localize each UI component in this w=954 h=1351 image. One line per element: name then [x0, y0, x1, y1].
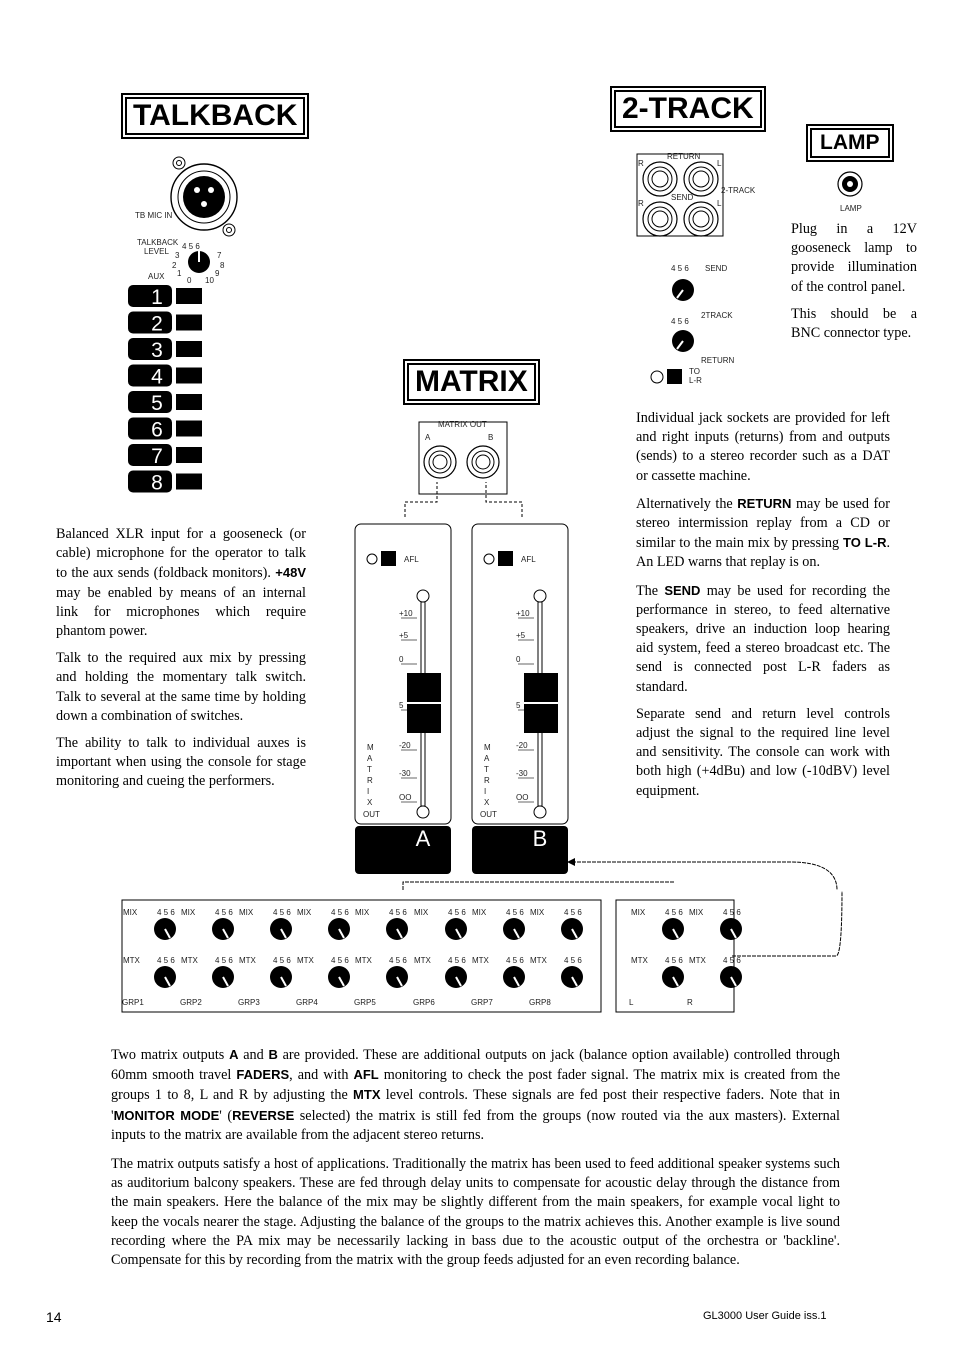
two-track-panel-diagram: [635, 152, 755, 387]
svg-text:4 5 6: 4 5 6: [723, 908, 741, 917]
return-l-jack[interactable]: [684, 162, 718, 196]
svg-text:MIX: MIX: [239, 908, 254, 917]
svg-text:4 5 6: 4 5 6: [506, 956, 524, 965]
matrix-vertical-label: R: [367, 776, 373, 785]
aux-talk-button-1[interactable]: [128, 285, 202, 309]
afl-button-b[interactable]: [498, 551, 513, 566]
matrix-vertical-label: A: [367, 754, 373, 763]
svg-text:4 5 6: 4 5 6: [506, 908, 524, 917]
matrix-fader-cap-b[interactable]: [524, 673, 558, 733]
aux-button-label: 4: [151, 365, 163, 389]
matrix-vertical-label: A: [484, 754, 490, 763]
svg-text:4 5 6: 4 5 6: [157, 908, 175, 917]
two-track-text-p2: Alternatively the RETURN may be used for stereo intermission replay from a CD or similar to the main mix by pressing TO L-R. An LED warns that replay is on.: [636, 495, 891, 571]
lamp-heading: LAMP: [806, 124, 894, 162]
mix-knob-r[interactable]: [689, 908, 742, 940]
talkback-text-p2: Talk to the required aux mix by pressing and holding the momentary talk switch. Talk to several at the same time by holding down a combination of switches.: [56, 650, 306, 724]
fader-scale-label: -30: [399, 769, 411, 778]
fader-scale-label: 5: [399, 701, 404, 710]
aux-talk-button-8[interactable]: [128, 471, 202, 495]
matrix-out-label: MATRIX OUT: [438, 420, 487, 429]
svg-text:MIX: MIX: [689, 908, 704, 917]
svg-text:4 5 6: 4 5 6: [157, 956, 175, 965]
fader-scale-label: OO: [399, 793, 412, 802]
guide-title: GL3000 User Guide iss.1: [703, 1310, 827, 1322]
svg-text:4 5 6: 4 5 6: [331, 956, 349, 965]
two-track-side-label: 2-TRACK: [721, 186, 756, 195]
matrix-text-p1: Two matrix outputs A and B are provided. These are additional outputs on jack (balance option available) controlled through 60mm smooth travel FADERS, and with AFL monitoring to check the post fader signal. The matrix mix is created from the groups 1 to 8, L and R by adjusting the MTX level controls. These signals are fed post their respective faders. Note that in 'MONITOR MODE' (REVERSE selected) the matrix is still fed from the groups (now routed via the aux masters). External inputs to the matrix are available from the adjacent stereo returns.: [111, 1047, 840, 1143]
group-label: GRP3: [238, 998, 260, 1007]
aux-talk-button-7[interactable]: [128, 444, 202, 468]
svg-text:10: 10: [205, 276, 214, 285]
svg-text:4 5 6: 4 5 6: [215, 908, 233, 917]
matrix-heading: MATRIX: [403, 359, 540, 405]
svg-text:MIX: MIX: [181, 908, 196, 917]
svg-text:MTX: MTX: [631, 956, 648, 965]
svg-text:1: 1: [177, 269, 182, 278]
aux-button-label: 1: [151, 286, 163, 309]
svg-text:A: A: [425, 433, 431, 442]
matrix-text-p2: The matrix outputs satisfy a host of applications. Traditionally the matrix has been used to feed additional speaker systems such as auditorium balcony speakers. These are fed through delay units to compensate for acoustic delay through the distance from the main speakers. Here the balance of the mix may be slightly different from the main speakers, for example vocal light to keep the vocals nearer the stage. Adjusting the balance of the groups to the matrix achieves this. Another example is live sound recording where the PA mix may be necessarily lacking in bass due to the acoustic output of the orchestra or 'backline'. Compensate for this by recording from the matrix with the group feeds adjusted for an even recording balance.: [111, 1156, 840, 1269]
aux-button-label: 6: [151, 418, 163, 442]
svg-text:R: R: [638, 199, 644, 208]
svg-text:MTX: MTX: [689, 956, 706, 965]
svg-text:4 5 6: 4 5 6: [448, 908, 466, 917]
matrix-output-label: A: [415, 826, 431, 851]
lr-label: L: [629, 998, 634, 1007]
matrix-output-a-block: [355, 826, 451, 874]
svg-text:MTX: MTX: [181, 956, 198, 965]
matrix-vertical-label: M: [367, 743, 374, 752]
lamp-text-p1: Plug in a 12V gooseneck lamp to provide illumination of the control panel.: [791, 221, 917, 295]
replay-led: [651, 371, 663, 383]
aux-led: [176, 341, 202, 357]
matrix-vertical-label: X: [484, 798, 490, 807]
svg-text:4 5 6: 4 5 6: [448, 956, 466, 965]
afl-led-a: [367, 554, 377, 564]
talkback-panel-diagram: [125, 152, 245, 497]
svg-text:8: 8: [220, 261, 225, 270]
afl-label: AFL: [521, 555, 536, 564]
talkback-description: [56, 525, 306, 792]
matrix-vertical-label: R: [484, 776, 490, 785]
group-label: GRP1: [122, 998, 144, 1007]
fader-scale-label: +5: [516, 631, 526, 640]
matrix-vertical-label: I: [367, 787, 370, 796]
send-r-jack[interactable]: [643, 202, 677, 236]
mix-knob-grp1[interactable]: [123, 908, 176, 940]
talkback-heading: TALKBACK: [121, 93, 309, 139]
mtx-knob-grp1[interactable]: [123, 956, 176, 988]
send-label: SEND: [671, 193, 694, 202]
tb-mic-in-label: TB MIC IN: [135, 211, 173, 220]
mix-knob-grp5[interactable]: [355, 908, 408, 940]
fader-scale-label: 0: [516, 655, 521, 664]
group-label: GRP7: [471, 998, 493, 1007]
two-track-text-p4: Separate send and return level controls adjust the signal to the required line level and sensitivity. The console can work with both high (+4dBu) and low (-10dBV) level equipment.: [636, 705, 890, 799]
svg-text:MTX: MTX: [297, 956, 314, 965]
lamp-description: [791, 220, 917, 343]
svg-text:0: 0: [187, 276, 192, 285]
svg-text:MIX: MIX: [414, 908, 429, 917]
two-track-knob-label: 2TRACK: [701, 311, 733, 320]
send-level-knob[interactable]: [671, 264, 694, 301]
svg-text:4 5 6: 4 5 6: [564, 908, 582, 917]
fader-scale-label: +10: [399, 609, 413, 618]
to-lr-button[interactable]: [667, 369, 682, 384]
return-r-jack[interactable]: [643, 162, 677, 196]
fader-scale-label: +10: [516, 609, 530, 618]
mtx-knob-grp8[interactable]: [530, 956, 583, 988]
matrix-description: [111, 1045, 840, 1270]
svg-text:4 5 6: 4 5 6: [665, 956, 683, 965]
svg-text:B: B: [488, 433, 494, 442]
svg-text:MTX: MTX: [239, 956, 256, 965]
svg-text:L-R: L-R: [689, 376, 702, 385]
mtx-knob-grp7[interactable]: [472, 956, 525, 988]
aux-talk-button-4[interactable]: [128, 365, 202, 389]
group-label: GRP6: [413, 998, 435, 1007]
fader-scale-label: +5: [399, 631, 409, 640]
svg-text:MIX: MIX: [530, 908, 545, 917]
svg-text:R: R: [638, 159, 644, 168]
mix-knob-grp7[interactable]: [472, 908, 525, 940]
matrix-out-a-jack[interactable]: [424, 446, 456, 478]
mix-knob-grp4[interactable]: [297, 908, 350, 940]
svg-text:4 5 6: 4 5 6: [331, 908, 349, 917]
svg-text:4 5 6: 4 5 6: [182, 242, 200, 251]
lamp-text-p2: This should be a BNC connector type.: [791, 305, 917, 342]
aux-button-label: 2: [151, 312, 163, 336]
mtx-knob-grp5[interactable]: [355, 956, 408, 988]
svg-text:4 5 6: 4 5 6: [564, 956, 582, 965]
matrix-vertical-label: T: [367, 765, 372, 774]
mtx-knob-grp4[interactable]: [297, 956, 350, 988]
lamp-socket-label: LAMP: [840, 204, 862, 213]
mtx-knob-grp2[interactable]: [181, 956, 234, 988]
svg-text:TO: TO: [689, 367, 700, 376]
fader-scale-label: -20: [516, 741, 528, 750]
afl-led-b: [484, 554, 494, 564]
svg-text:3: 3: [175, 251, 180, 260]
matrix-vertical-label: X: [367, 798, 373, 807]
matrix-vertical-label: I: [484, 787, 487, 796]
svg-text:MIX: MIX: [297, 908, 312, 917]
aux-led: [176, 315, 202, 331]
two-track-description: [636, 409, 890, 801]
svg-text:MIX: MIX: [123, 908, 138, 917]
fader-scale-label: 0: [399, 655, 404, 664]
matrix-vertical-label: T: [484, 765, 489, 774]
mix-mtx-strip-diagram: [120, 896, 860, 1016]
send-knob-label: SEND: [705, 264, 728, 273]
svg-text:4 5 6: 4 5 6: [389, 908, 407, 917]
aux-talk-button-6[interactable]: [128, 418, 202, 442]
mix-knob-l[interactable]: [631, 908, 684, 940]
talkback-level-label: TALKBACK: [137, 238, 179, 247]
svg-text:4 5 6: 4 5 6: [723, 956, 741, 965]
lamp-panel-diagram: [832, 170, 872, 215]
svg-text:MTX: MTX: [414, 956, 431, 965]
aux-button-label: 8: [151, 471, 163, 495]
matrix-fader-cap-a[interactable]: [407, 673, 441, 733]
out-label: OUT: [480, 810, 497, 819]
mix-knob-grp3[interactable]: [239, 908, 292, 940]
matrix-vertical-label: M: [484, 743, 491, 752]
svg-text:MTX: MTX: [472, 956, 489, 965]
svg-text:9: 9: [215, 269, 220, 278]
afl-button-a[interactable]: [381, 551, 396, 566]
fader-scale-label: -20: [399, 741, 411, 750]
two-track-text-p3: The SEND may be used for recording the performance in stereo, to feed alternative speakers, drive an induction loop hearing aid system, feed a stereo broadcast etc. The send is connected post L-R faders as standard.: [636, 582, 890, 695]
two-track-heading: 2-TRACK: [610, 86, 766, 132]
aux-led: [176, 447, 202, 463]
group-label: GRP2: [180, 998, 202, 1007]
aux-talk-button-3[interactable]: [128, 338, 202, 362]
two-track-text-p1: Individual jack sockets are provided for left and right inputs (returns) from and outputs (sends) to a stereo recorder such as a DAT or cassette machine.: [636, 410, 890, 484]
fader-scale-label: 5: [516, 701, 521, 710]
svg-text:2: 2: [172, 261, 177, 270]
svg-text:7: 7: [217, 251, 222, 260]
svg-text:MIX: MIX: [472, 908, 487, 917]
svg-text:MIX: MIX: [355, 908, 370, 917]
mix-knob-grp2[interactable]: [181, 908, 234, 940]
talkback-text-p3: The ability to talk to individual auxes is important when using the console for stage monitoring and cueing the performers.: [56, 735, 306, 790]
mtx-knob-r[interactable]: [689, 956, 742, 988]
aux-led: [176, 421, 202, 437]
mtx-knob-grp3[interactable]: [239, 956, 292, 988]
svg-text:L: L: [717, 199, 722, 208]
mix-knob-grp8[interactable]: [530, 908, 583, 940]
aux-button-label: 5: [151, 392, 163, 415]
afl-label: AFL: [404, 555, 419, 564]
matrix-out-b-jack[interactable]: [467, 446, 499, 478]
page-number: 14: [46, 1309, 62, 1325]
mtx-knob-grp6[interactable]: [414, 956, 467, 988]
bnc-lamp-socket[interactable]: [838, 172, 862, 196]
fader-scale-label: -30: [516, 769, 528, 778]
svg-text:4 5 6: 4 5 6: [665, 908, 683, 917]
matrix-output-b-block: [472, 826, 568, 874]
mtx-knob-l[interactable]: [631, 956, 684, 988]
svg-text:4 5 6: 4 5 6: [273, 908, 291, 917]
group-label: GRP4: [296, 998, 318, 1007]
aux-led: [176, 474, 202, 490]
return-level-knob[interactable]: [671, 317, 694, 352]
aux-button-label: 7: [151, 445, 163, 468]
fader-scale-label: OO: [516, 793, 529, 802]
svg-text:MTX: MTX: [123, 956, 140, 965]
group-label: GRP8: [529, 998, 551, 1007]
svg-text:4 5 6: 4 5 6: [273, 956, 291, 965]
aux-led: [176, 368, 202, 384]
svg-text:4 5 6: 4 5 6: [389, 956, 407, 965]
send-l-jack[interactable]: [684, 202, 718, 236]
svg-text:4 5 6: 4 5 6: [671, 264, 689, 273]
svg-text:MIX: MIX: [631, 908, 646, 917]
svg-text:L: L: [717, 159, 722, 168]
aux-label: AUX: [148, 272, 165, 281]
group-label: GRP5: [354, 998, 376, 1007]
matrix-output-label: B: [532, 826, 548, 851]
out-label: OUT: [363, 810, 380, 819]
aux-led: [176, 394, 202, 410]
talkback-level-label-2: LEVEL: [144, 247, 169, 256]
return-label: RETURN: [667, 152, 701, 161]
talkback-level-knob[interactable]: [172, 242, 225, 285]
mix-knob-grp6[interactable]: [414, 908, 467, 940]
svg-text:4 5 6: 4 5 6: [215, 956, 233, 965]
aux-button-label: 3: [151, 339, 163, 362]
aux-talk-button-5[interactable]: [128, 391, 202, 415]
aux-led: [176, 288, 202, 304]
svg-text:4 5 6: 4 5 6: [671, 317, 689, 326]
aux-talk-button-2[interactable]: [128, 312, 202, 336]
svg-text:MTX: MTX: [530, 956, 547, 965]
svg-text:MTX: MTX: [355, 956, 372, 965]
return-knob-label: RETURN: [701, 356, 735, 365]
talkback-text-p1: Balanced XLR input for a gooseneck (or cable) microphone for the operator to talk to the aux sends (foldback monitors). +48V may be enabled by means of an internal link for microphones which require phantom power.: [56, 526, 306, 640]
lr-label: R: [687, 998, 693, 1007]
